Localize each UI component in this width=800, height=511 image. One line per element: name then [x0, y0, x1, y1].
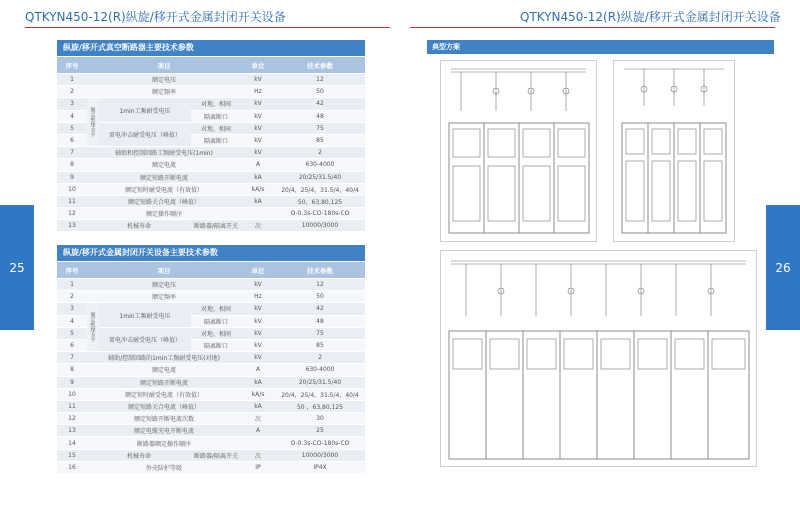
row-item: 1min工频耐受电压	[99, 98, 191, 122]
table-row	[57, 376, 365, 388]
col-unit: 单位	[241, 57, 275, 74]
row-value: 85	[275, 134, 365, 146]
row-value: 30	[275, 413, 365, 425]
col-no: 序号	[57, 57, 87, 74]
row-unit: Hz	[241, 291, 275, 303]
left-page-header: QTKYN450-12(R)纵旋/移开式金属封闭开关设备	[25, 10, 286, 24]
row-no: 10	[57, 388, 87, 400]
table-row	[57, 122, 365, 134]
table-row	[57, 171, 365, 183]
row-unit	[241, 437, 275, 449]
row-item: 机械寿命	[87, 449, 191, 461]
page-number-left: 25	[0, 205, 34, 330]
scheme-2-drawing	[614, 61, 734, 241]
table-row	[57, 327, 365, 339]
row-item: 额定频率	[87, 86, 241, 98]
row-value: 85	[275, 339, 365, 351]
group-label: 额定绝缘水平	[87, 303, 99, 352]
col-no: 序号	[57, 262, 87, 279]
row-item: 额定电流	[87, 364, 241, 376]
row-no: 8	[57, 364, 87, 376]
row-value: 48	[275, 315, 365, 327]
table-row	[57, 425, 365, 437]
table-row	[57, 74, 365, 86]
row-value: O-0.3s-CO-180s-CO	[275, 208, 365, 220]
switchgear-spec-table	[57, 262, 365, 474]
row-value: 630-4000	[275, 159, 365, 171]
col-value: 技术参数	[275, 57, 365, 74]
table-row	[57, 98, 365, 110]
breaker-spec-table	[57, 57, 365, 232]
row-no: 10	[57, 183, 87, 195]
row-no: 5	[57, 327, 87, 339]
table-row	[57, 291, 365, 303]
right-header-rule	[410, 27, 775, 28]
row-no: 16	[57, 461, 87, 473]
table-row	[57, 86, 365, 98]
row-value: 2	[275, 352, 365, 364]
row-no: 2	[57, 291, 87, 303]
table-header-row	[57, 262, 365, 279]
row-unit: 次	[241, 413, 275, 425]
row-subitem: 对地、相间	[191, 98, 241, 110]
scheme-diagram-2	[613, 60, 735, 242]
row-value: 75	[275, 327, 365, 339]
row-value: 630-4000	[275, 364, 365, 376]
row-subitem: 断路器/隔离开关	[191, 220, 241, 232]
row-subitem: 对地、相间	[191, 327, 241, 339]
scheme-diagram-1	[440, 60, 597, 242]
row-unit: kV	[241, 339, 275, 351]
table-row	[57, 208, 365, 220]
row-no: 12	[57, 413, 87, 425]
group-label: 额定绝缘水平	[87, 98, 99, 147]
row-value: 50	[275, 86, 365, 98]
row-value: 20/4，25/4，31.5/4，40/4	[275, 388, 365, 400]
row-value: 20/4，25/4，31.5/4，40/4	[275, 183, 365, 195]
row-subitem: 断路器/隔离开关	[191, 449, 241, 461]
row-no: 13	[57, 220, 87, 232]
row-value: 75	[275, 122, 365, 134]
col-item: 项目	[87, 262, 241, 279]
row-item: 额定电压	[87, 279, 241, 291]
row-unit: 次	[241, 449, 275, 461]
row-unit: A	[241, 425, 275, 437]
row-item: 辅助和控制回路工频耐受电压(1min)	[87, 147, 241, 159]
table2-title: 纵旋/移开式金属封闭开关设备主要技术参数	[57, 245, 365, 261]
row-item: 辅助/控制回路的1min工频耐受电压(对地)	[87, 352, 241, 364]
row-value: 50	[275, 291, 365, 303]
row-item: 额定频率	[87, 291, 241, 303]
table-row	[57, 437, 365, 449]
table-row	[57, 159, 365, 171]
row-unit: kV	[241, 315, 275, 327]
row-item: 额定短路关合电流（峰值）	[87, 400, 241, 412]
row-value: IP4X	[275, 461, 365, 473]
table-row	[57, 195, 365, 207]
row-unit: A	[241, 159, 275, 171]
left-header-rule	[25, 27, 390, 28]
row-unit: kA/s	[241, 183, 275, 195]
row-subitem: 对地、相间	[191, 122, 241, 134]
row-no: 11	[57, 400, 87, 412]
scheme-3-drawing	[441, 251, 756, 466]
row-no: 7	[57, 147, 87, 159]
row-subitem: 对地、相间	[191, 303, 241, 315]
table-row	[57, 388, 365, 400]
table-row	[57, 413, 365, 425]
row-value: 12	[275, 74, 365, 86]
table-row	[57, 279, 365, 291]
col-value: 技术参数	[275, 262, 365, 279]
row-subitem: 隔离断口	[191, 110, 241, 122]
row-value: 42	[275, 303, 365, 315]
row-no: 7	[57, 352, 87, 364]
col-unit: 单位	[241, 262, 275, 279]
table-row	[57, 183, 365, 195]
row-no: 1	[57, 74, 87, 86]
row-unit: kA	[241, 400, 275, 412]
row-value: 25	[275, 425, 365, 437]
row-item: 额定短时耐受电流（有效值）	[87, 183, 241, 195]
row-unit: kV	[241, 147, 275, 159]
row-value: 10000/3000	[275, 449, 365, 461]
row-item: 机械寿命	[87, 220, 191, 232]
row-unit: kV	[241, 122, 275, 134]
row-unit: A	[241, 364, 275, 376]
row-unit: 次	[241, 220, 275, 232]
row-unit: IP	[241, 461, 275, 473]
row-no: 3	[57, 303, 87, 315]
row-no: 3	[57, 98, 87, 110]
row-no: 9	[57, 376, 87, 388]
row-item: 额定短路关合电流（峰值）	[87, 195, 241, 207]
row-item: 额定短路开断电流次数	[87, 413, 241, 425]
table-row	[57, 364, 365, 376]
table-row	[57, 303, 365, 315]
row-unit: kV	[241, 98, 275, 110]
row-item: 断路器额定操作顺序	[87, 437, 241, 449]
row-item: 额定电流	[87, 159, 241, 171]
row-item: 额定短路开断电流	[87, 376, 241, 388]
row-value: 20/25/31.5/40	[275, 171, 365, 183]
row-item: 雷电冲击耐受电压（峰值）	[99, 122, 191, 146]
table1-title: 纵旋/移开式真空断路器主要技术参数	[57, 40, 365, 56]
scheme-diagram-3	[440, 250, 757, 467]
row-unit: kV	[241, 74, 275, 86]
row-item: 额定短路开断电流	[87, 171, 241, 183]
right-page-header: QTKYN450-12(R)纵旋/移开式金属封闭开关设备	[520, 10, 781, 24]
row-item: 额定短时耐受电流（有效值）	[87, 388, 241, 400]
row-item: 额定电压	[87, 74, 241, 86]
table-row	[57, 461, 365, 473]
col-item: 项目	[87, 57, 241, 74]
row-unit: kA	[241, 376, 275, 388]
typical-scheme-title: 典型方案	[427, 40, 774, 54]
page-number-right: 26	[766, 205, 800, 330]
row-no: 13	[57, 425, 87, 437]
row-unit: kV	[241, 134, 275, 146]
row-no: 15	[57, 449, 87, 461]
row-unit: kV	[241, 110, 275, 122]
row-no: 4	[57, 315, 87, 327]
row-item: 额定电缆充电开断电流	[87, 425, 241, 437]
row-no: 11	[57, 195, 87, 207]
table-row	[57, 352, 365, 364]
row-subitem: 隔离断口	[191, 134, 241, 146]
row-no: 1	[57, 279, 87, 291]
row-value: O-0.3s-CO-180s-CO	[275, 437, 365, 449]
row-unit: kV	[241, 327, 275, 339]
row-unit: kA/s	[241, 388, 275, 400]
row-no: 14	[57, 437, 87, 449]
row-item: 雷电冲击耐受电压（峰值）	[99, 327, 191, 351]
row-no: 6	[57, 339, 87, 351]
row-value: 12	[275, 279, 365, 291]
row-no: 5	[57, 122, 87, 134]
scheme-1-drawing	[441, 61, 596, 241]
row-item: 外壳防护等级	[87, 461, 241, 473]
row-unit: kV	[241, 352, 275, 364]
row-unit: Hz	[241, 86, 275, 98]
row-value: 50，63,80,125	[275, 195, 365, 207]
row-value: 2	[275, 147, 365, 159]
row-no: 12	[57, 208, 87, 220]
row-unit: kV	[241, 303, 275, 315]
row-item: 额定操作顺序	[87, 208, 241, 220]
row-unit	[241, 208, 275, 220]
row-subitem: 隔离断口	[191, 339, 241, 351]
row-no: 6	[57, 134, 87, 146]
row-item: 1min工频耐受电压	[99, 303, 191, 327]
row-value: 42	[275, 98, 365, 110]
row-value: 10000/3000	[275, 220, 365, 232]
table-row	[57, 400, 365, 412]
table-row	[57, 449, 365, 461]
row-no: 8	[57, 159, 87, 171]
table-row	[57, 220, 365, 232]
row-value: 50 ，63,80,125	[275, 400, 365, 412]
row-subitem: 隔离断口	[191, 315, 241, 327]
row-unit: kA	[241, 171, 275, 183]
row-no: 9	[57, 171, 87, 183]
row-unit: kV	[241, 279, 275, 291]
row-no: 2	[57, 86, 87, 98]
row-value: 48	[275, 110, 365, 122]
table-header-row	[57, 57, 365, 74]
row-value: 20/25/31.5/40	[275, 376, 365, 388]
row-unit: kA	[241, 195, 275, 207]
table-row	[57, 147, 365, 159]
row-no: 4	[57, 110, 87, 122]
